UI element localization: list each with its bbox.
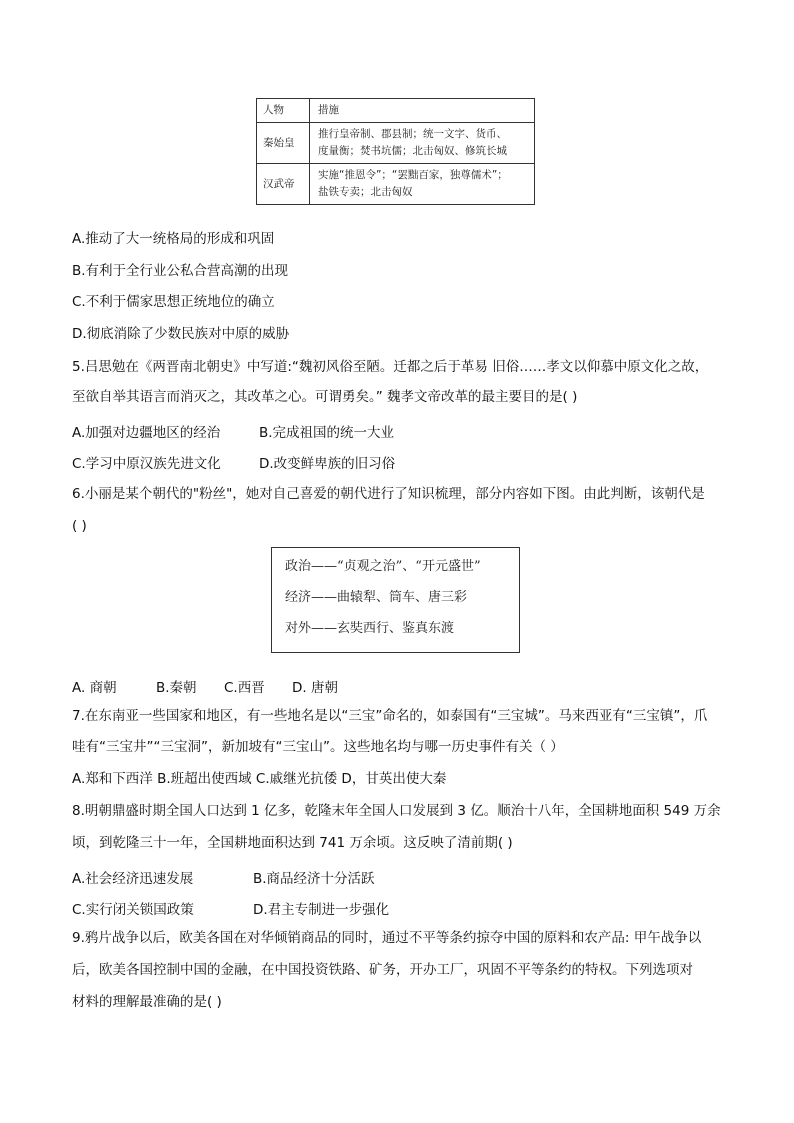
- q9-stem-line: 后，欧美各国控制中国的金融，在中国投资铁路、矿务，开办工厂，巩固不平等条约的特权。下列选项对: [72, 962, 693, 978]
- q5-option-c: C.学习中原汉族先进文化: [72, 456, 221, 472]
- inset-line: 经济——曲辕犁、筒车、唐三彩: [285, 590, 468, 605]
- q5-option-d: D.改变鲜卑族的旧习俗: [259, 456, 396, 472]
- table-header-row: [257, 99, 535, 123]
- table-row: [257, 164, 535, 205]
- table-cell-person: 秦始皇: [257, 123, 310, 164]
- measure-line: 实施“推恩令”；“罢黜百家，独尊儒术”；: [318, 169, 508, 181]
- q4-option-c: C.不利于儒家思想正统地位的确立: [72, 294, 275, 310]
- q8-stem-line: 8.明朝鼎盛时期全国人口达到 1 亿多，乾隆末年全国人口发展到 3 亿。顺治十八年，全国耕地面积 549 万余: [72, 803, 721, 819]
- q5-stem-line: 5.吕思勉在《两晋南北朝史》中写道:“魏初风俗至陋。迁都之后于革易 旧俗……孝文以仰慕中原文化之故，: [72, 359, 709, 375]
- inset-line: 政治——“贞观之治”、“开元盛世”: [285, 559, 481, 574]
- inset-line: 对外——玄奘西行、鉴真东渡: [285, 621, 455, 636]
- q4-option-b: B.有利于全行业公私合营高潮的出现: [72, 263, 289, 279]
- table-header-measure: 措施: [310, 99, 535, 123]
- q5-stem-line: 至欲自举其语言而消灭之，其改革之心。可谓勇矣。” 魏孝文帝改革的最主要目的是( ): [72, 389, 578, 405]
- q8-option-c: C.实行闭关锁国政策: [72, 902, 194, 918]
- measure-line: 盐铁专卖；北击匈奴: [318, 186, 413, 198]
- q7-stem-line: 7.在东南亚一些国家和地区，有一些地名是以“三宝”命名的，如泰国有“三宝城”。马来西亚有“三宝镇”，爪: [72, 708, 708, 724]
- table-cell-measure: [310, 164, 535, 205]
- table-row: [257, 123, 535, 164]
- measure-line: 度量衡；焚书坑儒；北击匈奴、修筑长城: [318, 145, 507, 157]
- q6-option-c: C.西晋: [224, 680, 265, 696]
- q7-options: A.郑和下西洋 B.班超出使西域 C.戚继光抗倭 D，甘英出使大秦: [72, 771, 447, 787]
- measure-line: 推行皇帝制、郡县制；统一文字、货币、: [318, 128, 507, 140]
- q9-stem-line: 9.鸦片战争以后，欧美各国在对华倾销商品的同时，通过不平等条约掠夺中国的原料和农产品: 甲午战争以: [72, 930, 702, 946]
- q7-stem-line: 哇有“三宝井”“三宝洞”，新加坡有“三宝山”。这些地名均与哪一历史事件有关（ ）: [72, 739, 564, 755]
- q6-stem-line: ( ): [72, 518, 87, 534]
- table-cell-person: 汉武帝: [257, 164, 310, 205]
- q8-option-d: D.君主专制进一步强化: [253, 902, 390, 918]
- q8-option-b: B.商品经济十分活跃: [253, 871, 375, 887]
- table-header-person: 人物: [257, 99, 310, 123]
- q9-stem-line: 材料的理解最准确的是( ): [72, 994, 222, 1010]
- q8-stem-line: 顷，到乾隆三十一年，全国耕地面积达到 741 万余顷。这反映了清前期( ): [72, 835, 513, 851]
- q5-option-a: A.加强对边疆地区的经治: [72, 425, 221, 441]
- q5-option-b: B.完成祖国的统一大业: [259, 425, 395, 441]
- measures-table: [256, 98, 535, 205]
- q6-option-d: D. 唐朝: [292, 680, 338, 696]
- table-cell-measure: [310, 123, 535, 164]
- q6-option-b: B.秦朝: [156, 680, 197, 696]
- q4-option-d: D.彻底消除了少数民族对中原的威胁: [72, 326, 290, 342]
- q6-option-a: A. 商朝: [72, 680, 117, 696]
- q4-option-a: A.推动了大一统格局的形成和巩固: [72, 231, 275, 247]
- q6-inset-box: [271, 547, 520, 653]
- q6-stem-line: 6.小丽是某个朝代的"粉丝"，她对自己喜爱的朝代进行了知识梳理，部分内容如下图。由此判断，该朝代是: [72, 486, 705, 502]
- q8-option-a: A.社会经济迅速发展: [72, 871, 194, 887]
